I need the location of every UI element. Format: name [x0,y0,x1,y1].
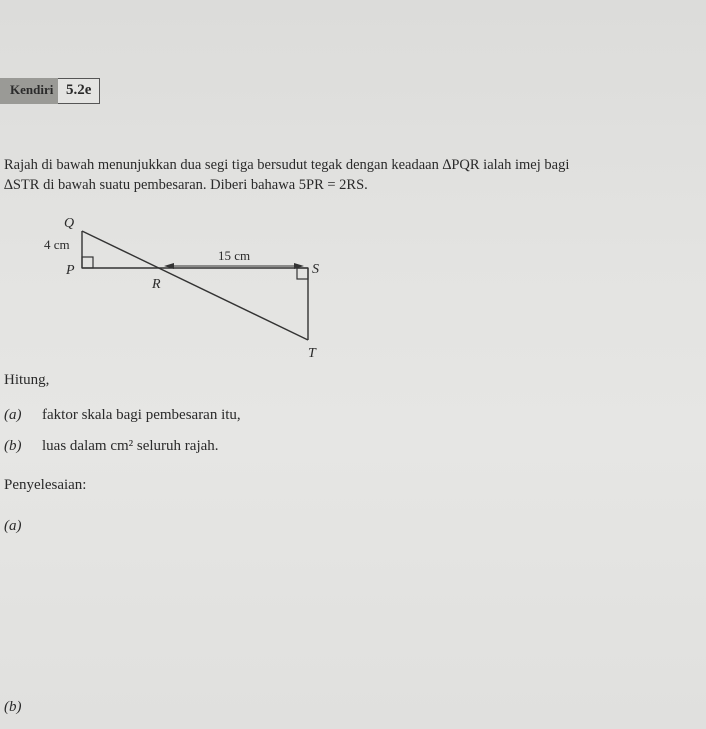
solution-heading: Penyelesaian: [4,477,87,493]
triangles-diagram [0,205,360,365]
vertex-label-s: S [312,262,319,277]
badge-number: 5.2e [58,78,100,104]
right-angle-p [82,257,93,268]
solution-part-b: (b) [4,699,22,715]
vertex-label-t: T [308,346,316,361]
badge-label: Kendiri [0,78,58,104]
question-b-letter: (b) [4,438,22,454]
vertex-label-q: Q [64,216,75,231]
vertex-label-p: P [66,263,75,278]
right-angle-s [297,268,308,279]
problem-statement [4,155,694,195]
vertex-label-r: R [152,277,161,292]
length-label-rs: 15 cm [218,248,251,263]
instruction-text: Hitung, [4,372,50,388]
question-b [4,438,219,455]
line-qt [82,231,308,340]
problem-line-1: Rajah di bawah menunjukkan dua segi tiga bersudut tegak dengan keadaan ∆PQR ialah imej bagi [4,157,570,173]
problem-line-2: ∆STR di bawah suatu pembesaran. Diberi bahawa 5PR = 2RS. [4,177,368,193]
question-a [4,407,241,424]
question-b-text: luas dalam cm² seluruh rajah. [42,438,219,454]
question-a-text: faktor skala bagi pembesaran itu, [42,407,241,423]
exercise-badge [0,78,100,104]
length-label-pq: 4 cm [44,237,70,252]
solution-part-a: (a) [4,518,22,534]
question-a-letter: (a) [4,407,22,423]
